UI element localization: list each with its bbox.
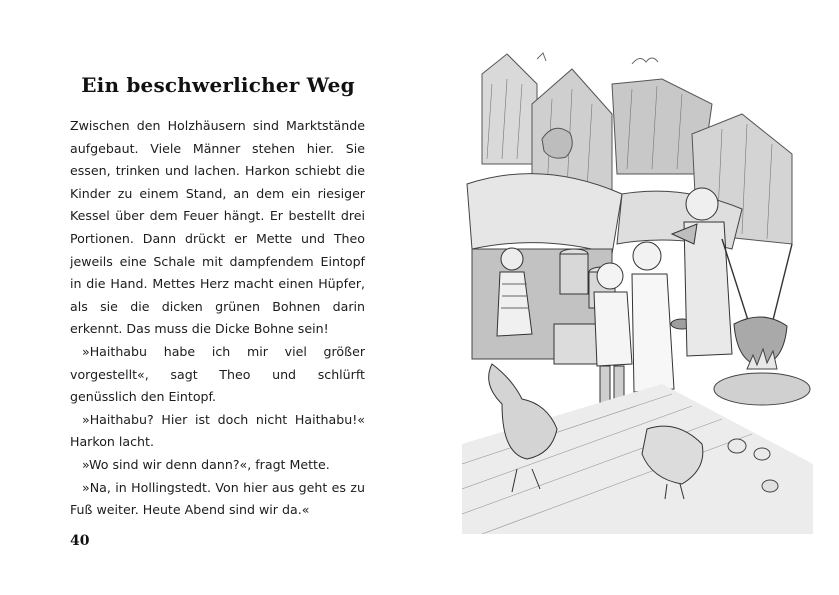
paragraph-3: »Haithabu? Hier ist doch nicht Haithabu!« Harkon lacht. <box>70 411 365 450</box>
chapter-title: Ein beschwerlicher Weg <box>81 73 355 98</box>
paragraph-1: Zwischen den Holzhäusern sind Marktstände aufgebaut. Viele Männer stehen hier. Sie essen, trinken und lachen. Harkon schiebt die Kinder zu einem Stand, an dem ein riesiger Kessel über dem Feuer hängt. Er bestellt drei Portionen. Dann drückt er Mette und Theo jeweils eine Schale mit dampfendem Eintopf in die Hand. Mettes Herz macht einen Hüpfer, als sie die dicken grünen Bohnen darin erkennt. Das muss die Dicke Bohne sein! <box>70 118 365 337</box>
chapter-body <box>70 115 365 522</box>
page-number: 40 <box>70 533 90 549</box>
paragraph-4: »Wo sind wir denn dann?«, fragt Mette. <box>82 456 330 472</box>
paragraph-5: »Na, in Hollingstedt. Von hier aus geht es zu Fuß weiter. Heute Abend sind wir da.« <box>70 479 365 518</box>
paragraph-2: »Haithabu habe ich mir viel größer vorgestellt«, sagt Theo und schlürft genüsslich den Eintopf. <box>70 343 365 405</box>
market-scene-illustration <box>462 44 813 534</box>
